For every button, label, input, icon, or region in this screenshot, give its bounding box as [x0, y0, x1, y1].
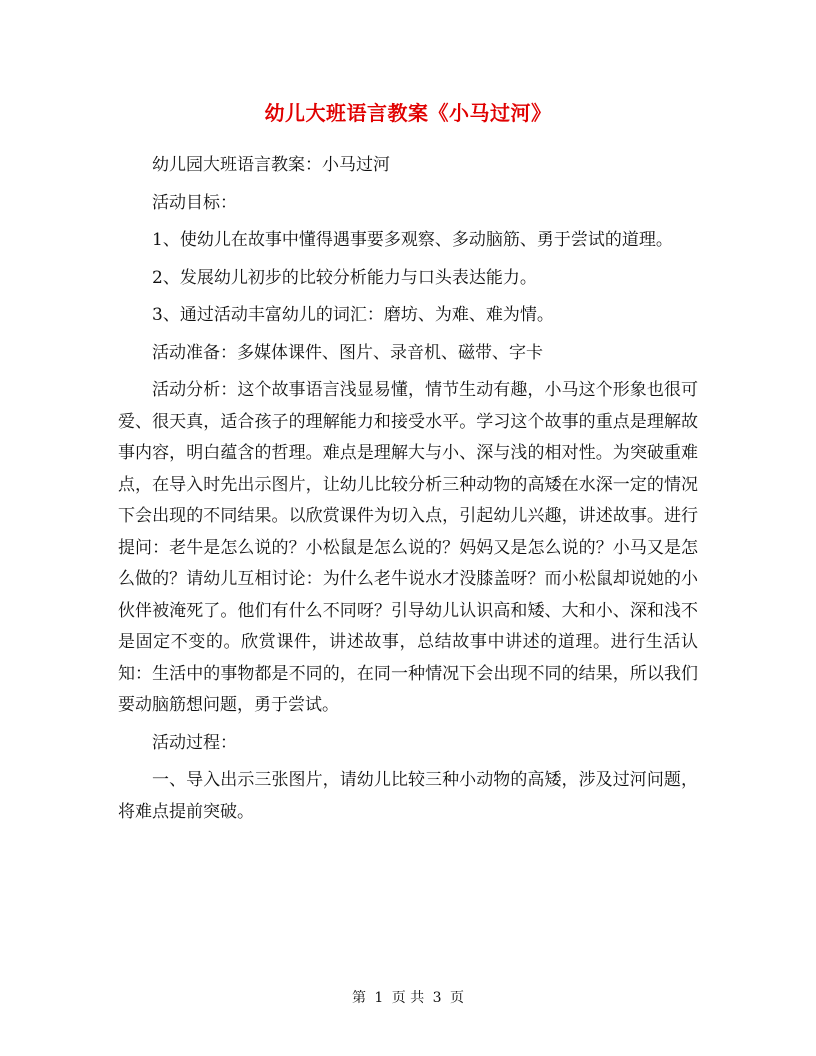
document-title: 幼儿大班语言教案《小马过河》 — [264, 101, 552, 125]
footer-page-number: 1 — [374, 990, 384, 1006]
page-footer — [0, 987, 816, 1007]
footer-prefix: 第 — [351, 990, 366, 1006]
footer-mid: 页 共 — [391, 990, 425, 1006]
paragraph-goals-heading: 活动目标： — [152, 192, 237, 213]
footer-suffix: 页 — [450, 990, 465, 1006]
paragraph-subtitle: 幼儿园大班语言教案：小马过河 — [152, 155, 390, 175]
paragraph-process-heading: 活动过程： — [152, 732, 237, 753]
paragraph-analysis: 活动分析：这个故事语言浅显易懂，情节生动有趣，小马这个形象也很可爱、很天真，适合孩子的理解能力和接受水平。学习这个故事的重点是理解故事内容，明白蕴含的哲理。难点是理解大与小、深与浅的相对性。为突破重难点，在导入时先出示图片，让幼儿比较分析三种动物的高矮在水深一定的情况下会出现的不同结果。以欣赏课件为切入点，引起幼儿兴趣，讲述故事。进行提问：老牛是怎么说的？小松鼠是怎么说的？妈妈又是怎么说的？小马又是怎么做的？请幼儿互相讨论：为什么老牛说水才没膝盖呀？而小松鼠却说她的小伙伴被淹死了。他们有什么不同呀？引导幼儿认识高和矮、大和小、深和浅不是固定不变的。欣赏课件，讲述故事，总结故事中讲述的道理。进行生活认知：生活中的事物都是不同的，在同一种情况下会出现不同的结果，所以我们要动脑筋想问题，勇于尝试。 — [118, 380, 698, 715]
footer-total-pages: 3 — [432, 990, 442, 1006]
paragraph-goal-2: 2、发展幼儿初步的比较分析能力与口头表达能力。 — [152, 267, 537, 288]
paragraph-process-step-1: 一、导入出示三张图片，请幼儿比较三种小动物的高矮，涉及过河问题，将难点提前突破。 — [118, 770, 698, 822]
document-body — [118, 150, 698, 834]
paragraph-goal-3: 3、通过活动丰富幼儿的词汇：磨坊、为难、难为情。 — [152, 305, 554, 325]
paragraph-preparation: 活动准备：多媒体课件、图片、录音机、磁带、字卡 — [152, 342, 543, 363]
paragraph-goal-1: 1、使幼儿在故事中懂得遇事要多观察、多动脑筋、勇于尝试的道理。 — [152, 230, 673, 250]
